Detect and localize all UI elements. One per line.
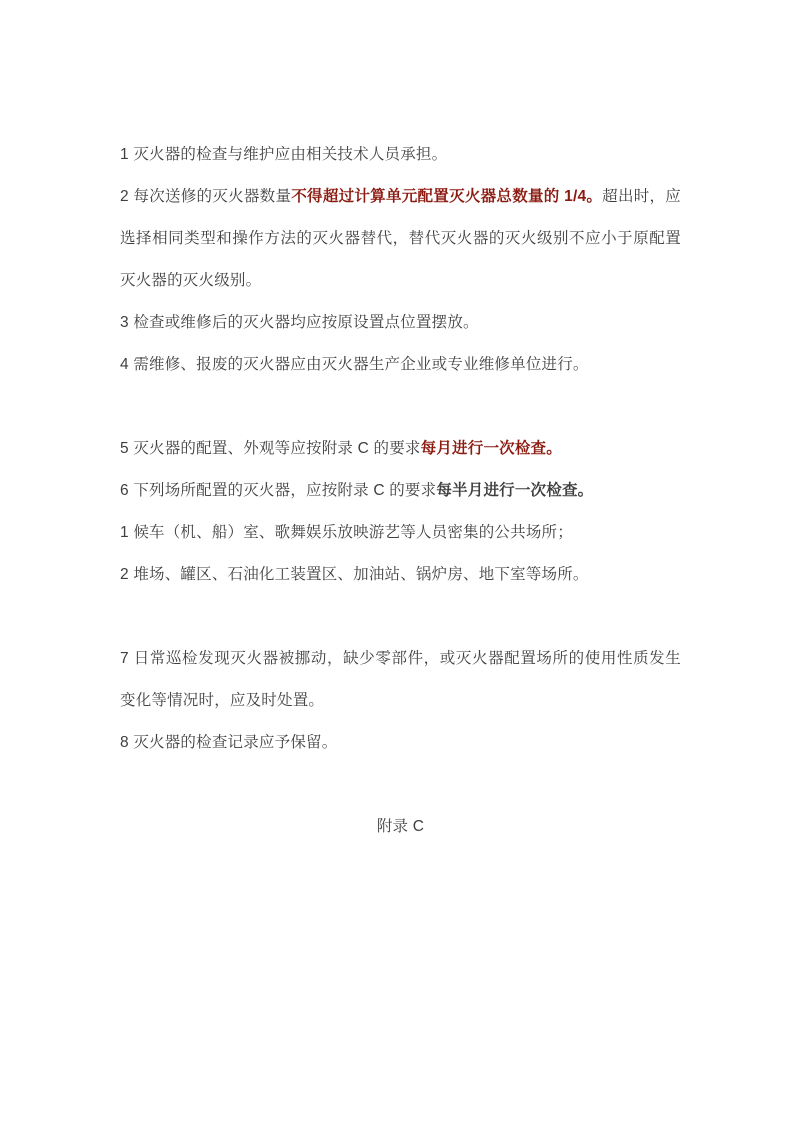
text-run: 1 候车（机、船）室、歌舞娱乐放映游艺等人员密集的公共场所； [120,524,573,541]
paragraph [120,428,681,470]
text-run: 每半月进行一次检查。 [436,482,594,499]
paragraph [120,638,681,722]
paragraph [120,722,681,764]
paragraph [120,176,681,302]
text-run: 附录 C [376,818,425,835]
text-run: 6 下列场所配置的灭火器，应按附录 C 的要求 [120,482,437,499]
text-run: 7 日常巡检发现灭火器被挪动，缺少零部件，或灭火器配置场所的使用性质发生变化等情况时，应及时处置。 [120,650,681,709]
text-run: 5 灭火器的配置、外观等应按附录 C 的要求 [120,440,421,457]
text-run: 4 需维修、报废的灭火器应由灭火器生产企业或专业维修单位进行。 [120,356,589,373]
document-body [120,134,681,848]
paragraph [120,302,681,344]
text-run: 2 堆场、罐区、石油化工装置区、加油站、锅炉房、地下室等场所。 [120,566,589,583]
text-run: 不得超过计算单元配置灭火器总数量的 1/4。 [291,188,603,205]
text-run: 3 检查或维修后的灭火器均应按原设置点位置摆放。 [120,314,479,331]
blank-line [120,764,681,806]
blank-line [120,596,681,638]
paragraph [120,344,681,386]
paragraph [120,134,681,176]
text-run: 8 灭火器的检查记录应予保留。 [120,734,338,751]
text-run: 1 灭火器的检查与维护应由相关技术人员承担。 [120,146,448,163]
text-run: 超出时，应选择相同类型和操作方法的灭火器替代，替代灭火器的灭火级别不应小于原配置灭火器的灭火级别。 [120,188,682,289]
appendix-heading [120,806,681,848]
paragraph [120,512,681,554]
blank-line [120,386,681,428]
paragraph [120,554,681,596]
text-run: 每月进行一次检查。 [420,440,562,457]
text-run: 2 每次送修的灭火器数量 [120,188,292,205]
paragraph [120,470,681,512]
